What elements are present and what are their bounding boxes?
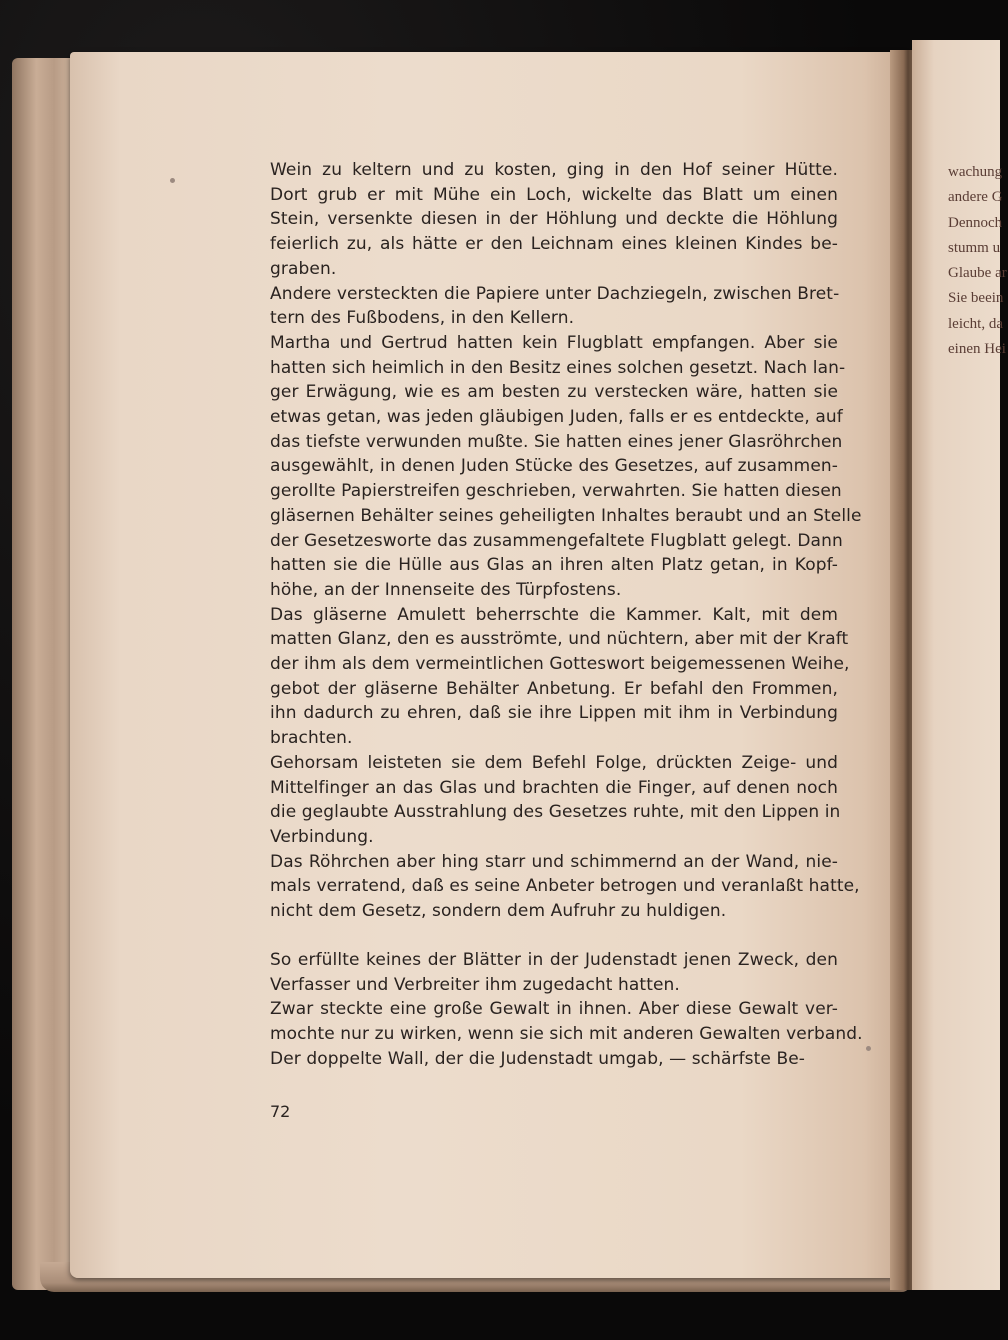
right-page-text-fragment — [948, 160, 1008, 362]
section-break — [270, 924, 838, 948]
paragraph — [270, 603, 850, 751]
text-line: graben. — [270, 258, 337, 279]
right-page-line: leicht, da — [948, 315, 1003, 332]
paragraph — [270, 850, 860, 924]
text-line: der Gesetzesworte das zusammengefaltete Flugblatt gelegt. Dann — [270, 530, 843, 551]
text-line: ger Erwägung, wie es am besten zu verstecken wäre, hatten sie — [270, 382, 838, 403]
text-line: Das gläserne Amulett beherrschte die Kammer. Kalt, mit dem — [270, 604, 838, 625]
text-line: Wein zu keltern und zu kosten, ging in den Hof seiner Hütte. — [270, 160, 838, 180]
right-page-line: andere G — [948, 189, 1003, 206]
page-number: 72 — [270, 1102, 291, 1121]
text-line: hatten sie die Hülle aus Glas an ihren alten Platz getan, in Kopf- — [270, 555, 838, 576]
right-page-line: wachung — [948, 164, 1003, 180]
paragraph — [270, 751, 841, 850]
right-page-line: Sie beein — [948, 290, 1004, 307]
text-line: etwas getan, was jeden gläubigen Juden, falls er es entdeckte, auf — [270, 407, 843, 428]
paragraph — [270, 282, 838, 331]
text-line: Martha und Gertrud hatten kein Flugblatt empfangen. Aber sie — [270, 332, 838, 353]
text-line: Andere versteckten die Papiere unter Dachziegeln, zwischen Bret- — [270, 283, 840, 304]
text-line: die geglaubte Ausstrahlung des Gesetzes ruhte, mit den Lippen in — [270, 802, 841, 823]
paragraph — [270, 997, 863, 1071]
page-speck — [866, 1046, 871, 1051]
text-line: das tiefste verwunden mußte. Sie hatten eines jener Glasröhrchen — [270, 431, 843, 452]
text-line: Stein, versenkte diesen in der Höhlung und deckte die Höhlung — [270, 209, 838, 230]
right-page-line: einen Hei — [948, 341, 1006, 358]
text-line: nicht dem Gesetz, sondern dem Aufruhr zu huldigen. — [270, 901, 727, 922]
text-line: Dort grub er mit Mühe ein Loch, wickelte das Blatt um einen — [270, 184, 838, 205]
paragraph — [270, 331, 862, 603]
text-line: ihn dadurch zu ehren, daß sie ihre Lippen mit ihm in Verbindung — [270, 703, 838, 724]
body-text — [270, 158, 863, 1071]
text-line: gläsernen Behälter seines geheiligten Inhaltes beraubt und an Stelle — [270, 505, 862, 526]
text-line: ausgewählt, in denen Juden Stücke des Gesetzes, auf zusammen- — [270, 456, 838, 477]
text-line: So erfüllte keines der Blätter in der Judenstadt jenen Zweck, den — [270, 949, 838, 970]
text-line: Verbindung. — [270, 826, 374, 847]
text-line: der ihm als dem vermeintlichen Gotteswort beigemessenen Weihe, — [270, 654, 850, 675]
text-line: hatten sich heimlich in den Besitz eines solchen gesetzt. Nach lan- — [270, 357, 846, 378]
page-speck — [170, 178, 175, 183]
text-line: mochte nur zu wirken, wenn sie sich mit anderen Gewalten verband. — [270, 1023, 863, 1044]
paragraph — [270, 948, 838, 997]
text-line: Zwar steckte eine große Gewalt in ihnen. Aber diese Gewalt ver- — [270, 999, 838, 1020]
text-line: brachten. — [270, 728, 353, 749]
text-line: Gehorsam leisteten sie dem Befehl Folge, drückten Zeige- und — [270, 752, 838, 773]
text-line: gebot der gläserne Behälter Anbetung. Er befahl den Frommen, — [270, 678, 838, 699]
text-line: gerollte Papierstreifen geschrieben, verwahrten. Sie hatten diesen — [270, 481, 842, 502]
text-line: Verfasser und Verbreiter ihm zugedacht hatten. — [270, 974, 680, 995]
text-line: Der doppelte Wall, der die Judenstadt umgab, — schärfste Be- — [270, 1048, 806, 1069]
text-line: Das Röhrchen aber hing starr und schimmernd an der Wand, nie- — [270, 851, 838, 872]
paragraph — [270, 158, 838, 282]
text-line: matten Glanz, den es ausströmte, und nüchtern, aber mit der Kraft — [270, 629, 849, 650]
right-page-line: stumm u — [948, 239, 1001, 256]
text-line: feierlich zu, als hätte er den Leichnam eines kleinen Kindes be- — [270, 234, 838, 255]
right-page-line: Dennoch — [948, 214, 1003, 231]
text-line: tern des Fußbodens, in den Kellern. — [270, 308, 575, 329]
text-line: höhe, an der Innenseite des Türpfostens. — [270, 579, 622, 600]
text-line: mals verratend, daß es seine Anbeter betrogen und veranlaßt hatte, — [270, 876, 860, 897]
right-page-line: Glaube ar — [948, 265, 1007, 282]
text-line: Mittelfinger an das Glas und brachten die Finger, auf denen noch — [270, 777, 838, 798]
